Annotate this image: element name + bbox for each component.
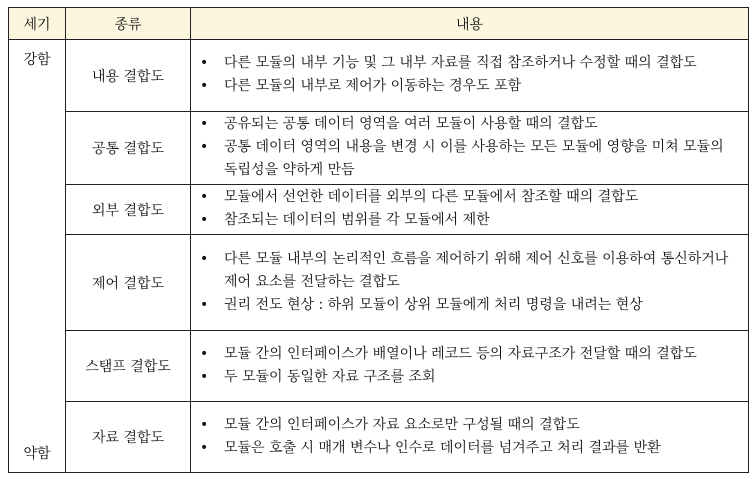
list-item: • 공유되는 공통 데이터 영역을 여러 모듈이 사용할 때의 결합도 xyxy=(191,113,748,136)
list-item: • 모듈에서 선언한 데이터를 외부의 다른 모듈에서 참조할 때의 결합도 xyxy=(191,186,748,209)
table-row xyxy=(9,40,749,112)
list-item: • 권리 전도 현상 : 하위 모듈이 상위 모듈에게 처리 명령을 내려는 현상 xyxy=(191,294,748,317)
table-row xyxy=(9,402,749,473)
content-cell xyxy=(191,235,749,331)
list-item: • 모듈 간의 인터페이스가 자료 요소로만 구성될 때의 결합도 xyxy=(191,414,748,437)
strength-weak-label: 약함 xyxy=(23,446,51,462)
list-item: • 모듈은 호출 시 매개 변수나 인수로 데이터를 넘겨주고 처리 결과를 반환 xyxy=(191,437,748,460)
list-item: • 모듈 간의 인터페이스가 배열이나 레코드 등의 자료구조가 전달할 때의 결합도 xyxy=(191,343,748,366)
header-row xyxy=(9,8,749,40)
type-cell: 공통 결합도 xyxy=(66,112,191,185)
content-cell xyxy=(191,185,749,235)
header-content: 내용 xyxy=(191,8,749,40)
list-item: • 공통 데이터 영역의 내용을 변경 시 이를 사용하는 모든 모듈에 영향을 미쳐 모듈의 독립성을 약하게 만듬 xyxy=(191,136,748,182)
content-cell xyxy=(191,402,749,473)
content-cell xyxy=(191,40,749,112)
header-strength: 세기 xyxy=(9,8,66,40)
header-type: 종류 xyxy=(66,8,191,40)
type-cell: 스탬프 결합도 xyxy=(66,331,191,402)
coupling-table xyxy=(8,7,749,473)
content-cell xyxy=(191,331,749,402)
table-row xyxy=(9,235,749,331)
type-cell: 자료 결합도 xyxy=(66,402,191,473)
content-cell xyxy=(191,112,749,185)
table-row xyxy=(9,185,749,235)
list-item: • 다른 모듈 내부의 논리적인 흐름을 제어하기 위해 제어 신호를 이용하여 통신하거나 제어 요소를 전달하는 결합도 xyxy=(191,248,748,294)
list-item: • 참조되는 데이터의 범위를 각 모듈에서 제한 xyxy=(191,209,748,232)
list-item: • 다른 모듈의 내부 기능 및 그 내부 자료를 직접 참조하거나 수정할 때의 결합도 xyxy=(191,52,748,75)
table-row xyxy=(9,112,749,185)
table-row xyxy=(9,331,749,402)
strength-strong-label: 강함 xyxy=(23,52,51,68)
type-cell: 외부 결합도 xyxy=(66,185,191,235)
list-item: • 두 모듈이 동일한 자료 구조를 조회 xyxy=(191,366,748,389)
type-cell: 내용 결합도 xyxy=(66,40,191,112)
type-cell: 제어 결합도 xyxy=(66,235,191,331)
list-item: • 다른 모듈의 내부로 제어가 이동하는 경우도 포함 xyxy=(191,75,748,98)
strength-cell xyxy=(9,40,66,473)
